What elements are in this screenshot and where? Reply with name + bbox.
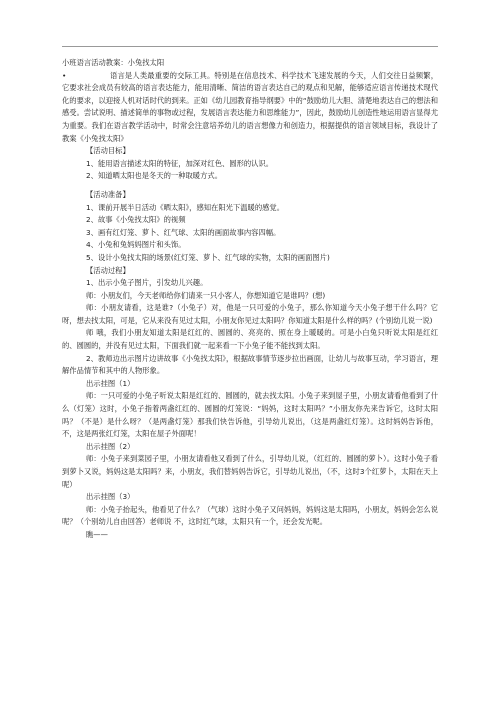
dialogue-paragraph: 师：小朋友请看，这是谁?（小兔子）对，他是一只可爱的小兔子，那么你知道今天小兔子想干什么吗？它呀，想去找太阳，可是，它从来没有见过太阳，小朋友你见过太阳吗？你知道太阳是什么样的吗？(个别幼儿说一说) [62,303,438,325]
bullet-icon: • [62,70,67,80]
dialogue-paragraph: 师：小朋友们，今天老师给你们请来一只小客人，你想知道它是谁吗？(想) [86,290,326,300]
section-heading-preparation: 【活动准备】 [86,189,130,199]
section-heading-goals: 【活动目标】 [86,146,130,156]
goal-item: 2、知道晒太阳也是冬天的一种取暖方式。 [86,171,222,181]
preparation-item: 1、课前开展半日活动《晒太阳》，感知在阳光下温暖的感觉。 [86,202,285,212]
picture-label: 出示挂图（2） [86,441,135,451]
closing-line: 瞧—— [86,529,108,539]
preparation-item: 5、设计小兔找太阳的场景(红灯笼、萝卜、红气球的实物，太阳的画面图片) [86,252,330,262]
dialogue-paragraph: 师 哦，我们小朋友知道太阳是红红的、圆圆的、亮亮的、照在身上暖暖的。可是小白兔只听说太阳是红红的、圆圆的，并没有见过太阳，下面我们就一起来看一下小兔子能不能找到太阳。 [62,328,438,351]
preparation-item: 4、小兔和兔妈妈图片和头饰。 [86,240,186,250]
document-title: 小班语言活动教案：小兔找太阳 [62,58,165,67]
picture-label: 出示挂图（1） [86,378,135,388]
header-rule [62,46,438,47]
preparation-item: 3、画有红灯笼、萝卜、红气球、太阳的画面故事内容四幅。 [86,227,281,237]
section-heading-process: 【活动过程】 [86,265,130,275]
preparation-item: 2、故事《小兔找太阳》的视频 [86,215,186,225]
dialogue-paragraph: 师：小兔子抬起头，他看见了什么？（气球）这时小兔子又问妈妈，妈妈这是太阳吗，小朋友，妈妈会怎么说呢？（个别幼儿自由回答）老师说 不，这时红气球，太阳只有一个，还会发光呢。 [62,504,438,527]
process-step: 2、教师边出示图片边讲故事《小兔找太阳》，根据故事情节逐步拉出画面，让幼儿与故事互动，学习语言，理解作品情节和其中的人物形象。 [62,353,438,376]
dialogue-paragraph: 师：小兔子来到菜园子里，小朋友请看他又看到了什么，引导幼儿说，（红红的、圆圆的萝卜）。这时小兔子看到萝卜又说，妈妈这是太阳吗？来，小朋友，我们替妈妈告诉它，引导幼儿说出，（不，这时3个红萝卜，太阳在天上呢） [62,454,438,489]
intro-text: 语言是人类最重要的交际工具。特别是在信息技术、科学技术飞速发展的今天，人们交往日益频繁，它要求社会成员有较高的语言表达能力，能用清晰、简洁的语言表达自己的观点和见解，能够适应语言传递技术现代化的要求，以迎接人机对话时代的到来。正如《幼儿园教育指导纲要》中的“鼓励幼儿大胆、清楚地表达自己的想法和感受。尝试说明、描述简单的事物或过程，发展语言表达能力和思维能力”，因此，鼓励幼儿创造性地运用语言显得尤为重要。我们在语言教学活动中，时常会注意培养幼儿的语言想像力和创造力，根据提供的语言领域目标，我设计了教案《小兔找太阳》 [62,70,438,143]
picture-label: 出示挂图（3） [86,492,135,502]
intro-paragraph [62,70,438,146]
process-step: 1、出示小兔子图片，引发幼儿兴趣。 [86,278,208,288]
dialogue-paragraph: 师：一只可爱的小兔子听说太阳是红红的、圆圆的，就去找太阳。小兔子来到屋子里，小朋友请看他看到了什么（灯笼）这时，小兔子指着两盏红红的、圆圆的灯笼说：“妈妈，这时太阳吗？”小朋友你先来告诉它，这时太阳吗？（不是）是什么呀？（是两盏灯笼）那我们快告诉他，引导幼儿说出，（这是两盏红灯笼）。这时妈妈告诉他，不，这是两张红灯笼，太阳在屋子外面呢！ [62,391,438,439]
goal-item: 1、能用语言描述太阳的特征，加深对红色、圆形的认识。 [86,158,274,168]
document-body [62,57,438,542]
